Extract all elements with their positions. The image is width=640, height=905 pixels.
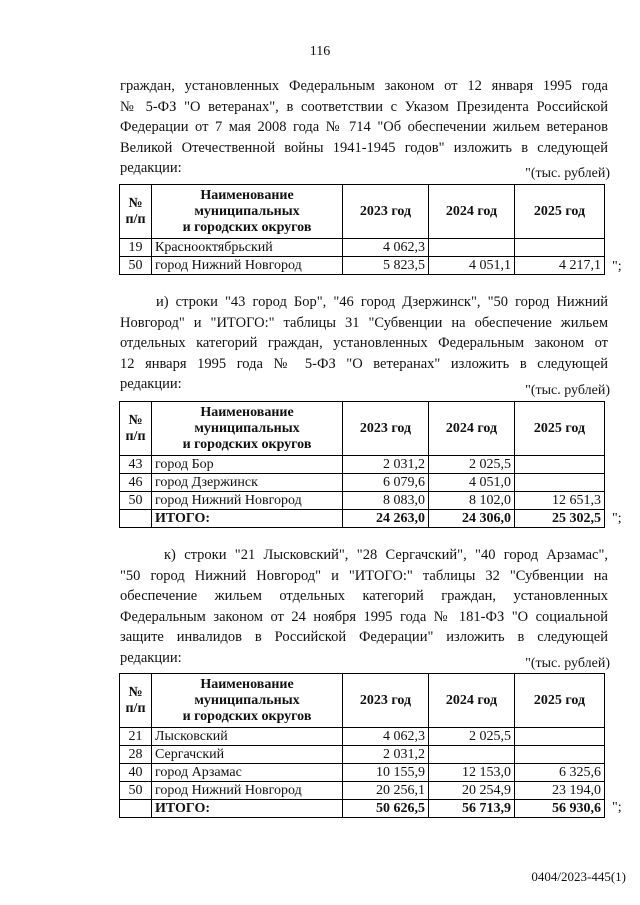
cell-2023: 50 626,5	[343, 800, 429, 818]
cell-2025: 23 194,0	[515, 782, 605, 800]
header-2023: 2023 год	[343, 402, 429, 456]
table-1	[119, 184, 605, 275]
cell-name: Краснооктябрьский	[152, 239, 343, 257]
cell-num: 40	[120, 764, 152, 782]
header-2024: 2024 год	[429, 674, 515, 728]
cell-name: город Нижний Новгород	[152, 257, 343, 275]
header-2023: 2023 год	[343, 185, 429, 239]
cell-2024	[429, 239, 515, 257]
table-row	[120, 746, 605, 764]
cell-2025	[515, 456, 605, 474]
text-line: 12 января 1995 года № 5-ФЗ "О ветеранах" изложить в следующей	[120, 355, 608, 372]
cell-2023: 8 083,0	[343, 492, 429, 510]
text-line: Федеральным законом от 24 ноября 1995 года № 181-ФЗ "О социальной	[120, 608, 608, 625]
cell-2025	[515, 239, 605, 257]
header-2025: 2025 год	[515, 402, 605, 456]
cell-num: 50	[120, 257, 152, 275]
cell-name: Лысковский	[152, 728, 343, 746]
cell-num: 28	[120, 746, 152, 764]
paragraph-1	[120, 76, 608, 179]
units-label: "(тыс. рублей)	[525, 383, 610, 398]
document-code: 0404/2023-445(1)	[531, 869, 626, 884]
cell-name: город Арзамас	[152, 764, 343, 782]
cell-name: город Нижний Новгород	[152, 782, 343, 800]
cell-2025: 6 325,6	[515, 764, 605, 782]
text-line: к) строки "21 Лысковский", "28 Сергачский", "40 город Арзамас",	[164, 547, 608, 563]
cell-num: 50	[120, 782, 152, 800]
cell-num: 46	[120, 474, 152, 492]
table-row	[120, 456, 605, 474]
header-2023: 2023 год	[343, 674, 429, 728]
text-line: Федерации от 7 мая 2008 года № 714 "Об обеспечении жильем ветеранов	[120, 119, 608, 135]
text-line: защите инвалидов в Российской Федерации" изложить в следующей	[120, 629, 608, 645]
page-number: 116	[309, 44, 331, 59]
cell-2025: 4 217,1	[515, 257, 605, 275]
cell-num: 50	[120, 492, 152, 510]
header-2025: 2025 год	[515, 185, 605, 239]
cell-num: 19	[120, 239, 152, 257]
cell-2023: 20 256,1	[343, 782, 429, 800]
text-line: обеспечение жильем отдельных категорий граждан, установленных	[120, 588, 608, 604]
cell-2024	[429, 746, 515, 764]
cell-2023: 10 155,9	[343, 764, 429, 782]
cell-2024: 20 254,9	[429, 782, 515, 800]
units-label: "(тыс. рублей)	[525, 656, 610, 671]
table-row	[120, 239, 605, 257]
cell-2024: 2 025,5	[429, 728, 515, 746]
header-num: № п/п	[120, 185, 152, 239]
table-row	[120, 492, 605, 510]
header-name: Наименование муниципальных и городских округов	[152, 674, 343, 728]
cell-num	[120, 510, 152, 528]
cell-2023: 6 079,6	[343, 474, 429, 492]
header-name: Наименование муниципальных и городских округов	[152, 185, 343, 239]
table-header-row	[120, 185, 605, 239]
text-line: редакции:	[120, 376, 182, 392]
cell-2024: 4 051,1	[429, 257, 515, 275]
cell-name: ИТОГО:	[152, 800, 343, 818]
cell-2024: 24 306,0	[429, 510, 515, 528]
paragraph-3	[120, 545, 608, 668]
closing-quote: ";	[612, 800, 622, 815]
cell-2024: 12 153,0	[429, 764, 515, 782]
cell-name: ИТОГО:	[152, 510, 343, 528]
cell-2023: 2 031,2	[343, 456, 429, 474]
header-num: № п/п	[120, 402, 152, 456]
text-line: граждан, установленных Федеральным законом от 12 января 1995 года	[120, 78, 608, 94]
units-label: "(тыс. рублей)	[525, 166, 610, 181]
cell-2025: 56 930,6	[515, 800, 605, 818]
text-line: и) строки "43 город Бор", "46 город Дзержинск", "50 город Нижний	[156, 294, 608, 310]
closing-quote: ";	[612, 259, 622, 274]
total-row	[120, 800, 605, 818]
cell-2025: 25 302,5	[515, 510, 605, 528]
cell-num: 21	[120, 728, 152, 746]
table-header-row	[120, 674, 605, 728]
cell-2023: 2 031,2	[343, 746, 429, 764]
header-2025: 2025 год	[515, 674, 605, 728]
text-line: "50 город Нижний Новгород" и "ИТОГО:" таблицы 32 "Субвенции на	[120, 567, 608, 584]
cell-name: город Бор	[152, 456, 343, 474]
cell-2025: 12 651,3	[515, 492, 605, 510]
text-line: Новгород" и "ИТОГО:" таблицы 31 "Субвенции на обеспечение жильем	[120, 314, 608, 331]
paragraph-2	[120, 292, 608, 395]
cell-2024: 56 713,9	[429, 800, 515, 818]
text-line: редакции:	[120, 649, 182, 666]
text-line: Великой Отечественной войны 1941-1945 годов" изложить в следующей	[120, 139, 608, 156]
table-3	[119, 673, 605, 818]
text-line: редакции:	[120, 160, 182, 176]
closing-quote: ";	[612, 511, 622, 526]
cell-name: город Нижний Новгород	[152, 492, 343, 510]
header-2024: 2024 год	[429, 185, 515, 239]
header-name: Наименование муниципальных и городских округов	[152, 402, 343, 456]
total-row	[120, 510, 605, 528]
table-row	[120, 474, 605, 492]
text-line: № 5-ФЗ "О ветеранах", в соответствии с Указом Президента Российской	[120, 98, 608, 115]
cell-name: город Дзержинск	[152, 474, 343, 492]
cell-2024: 4 051,0	[429, 474, 515, 492]
table-row	[120, 782, 605, 800]
cell-2025	[515, 746, 605, 764]
cell-2023: 4 062,3	[343, 728, 429, 746]
header-2024: 2024 год	[429, 402, 515, 456]
cell-2023: 5 823,5	[343, 257, 429, 275]
cell-num	[120, 800, 152, 818]
table-row	[120, 764, 605, 782]
table-header-row	[120, 402, 605, 456]
text-line: отдельных категорий граждан, установленных Федеральным законом от	[120, 335, 608, 351]
cell-2023: 4 062,3	[343, 239, 429, 257]
cell-2024: 8 102,0	[429, 492, 515, 510]
cell-2025	[515, 728, 605, 746]
cell-2024: 2 025,5	[429, 456, 515, 474]
table-2	[119, 401, 605, 528]
table-row	[120, 257, 605, 275]
cell-2025	[515, 474, 605, 492]
header-num: № п/п	[120, 674, 152, 728]
cell-num: 43	[120, 456, 152, 474]
cell-2023: 24 263,0	[343, 510, 429, 528]
cell-name: Сергачский	[152, 746, 343, 764]
table-row	[120, 728, 605, 746]
